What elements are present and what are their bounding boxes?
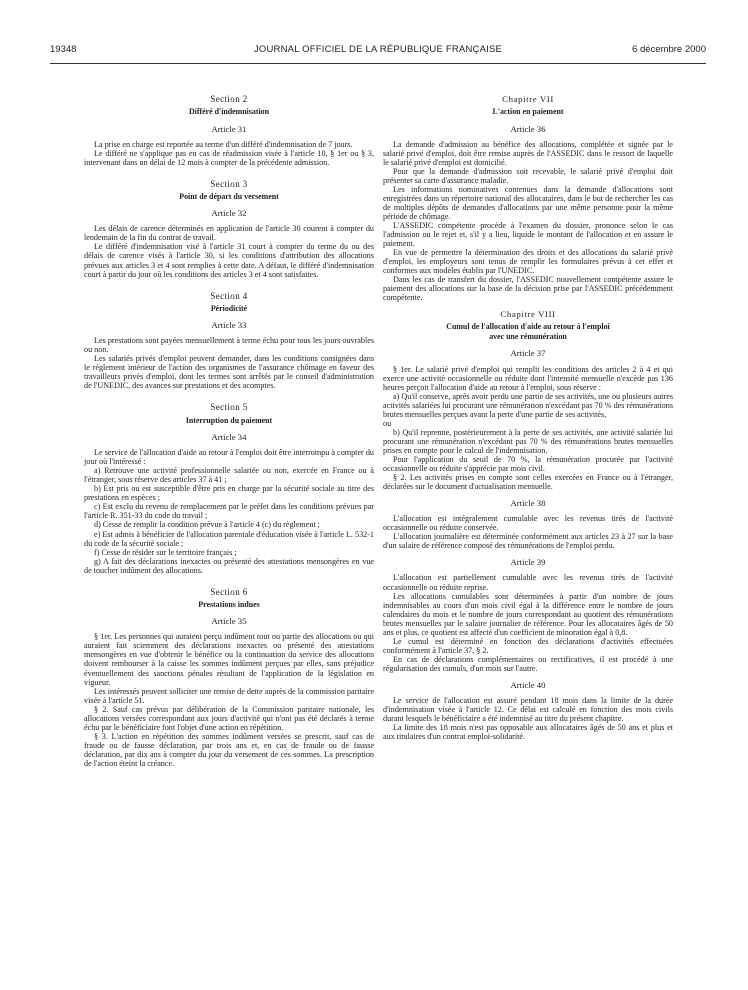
- section-heading: Section 6: [210, 586, 248, 597]
- paragraph: La demande d'admission au bénéfice des allocations, complétée et signée par le salarié privé d'emploi, doit être remise auprès de l'ASSEDIC dans le ressort de laquelle le salarié privé d'emploi est domicilié.: [383, 139, 673, 167]
- page-number: 19348: [50, 44, 77, 55]
- paragraph: L'allocation est intégralement cumulable avec les revenus tirés de l'activité occasionnelle ou réduite conservée.: [383, 514, 673, 533]
- paragraph: L'allocation est partiellement cumulable avec les revenus tirés de l'activité occasionnelle ou réduite reprise.: [383, 573, 673, 592]
- list-item: a) Qu'il conserve, après avoir perdu une partie de ses activités, une ou plusieurs autres activités salariées lui procurant une rémunération n'excédant pas 70 % des rémunérations brutes mensuelles perçues avant la perte d'une partie de ses activités,: [383, 391, 673, 419]
- paragraph: § 3. L'action en répétition des sommes indûment versées se prescrit, sauf cas de fraude ou de fausse déclaration, par trois ans et, en cas de fraude ou de fausse déclaration, par dix ans à compter du jour du versement de ces sommes. La prescription de l'action éteint la créance.: [84, 731, 374, 768]
- paragraph: Dans les cas de transfert du dossier, l'ASSEDIC nouvellement compétente assure le paiement des allocations sur la base de la décision prise par l'ASSEDIC précédemment compétente.: [383, 275, 673, 303]
- paragraph: § 2. Sauf cas prévus par délibération de la Commission paritaire nationale, les allocations versées correspondant aux jours d'activité qui n'ont pas été déclarés à terme échu par le bénéficiaire font l'objet d'une action en répétition.: [84, 704, 374, 732]
- paragraph: § 2. Les activités prises en compte sont celles exercées en France ou à l'étranger, déclarées sur le document d'actualisation mensuelle.: [383, 473, 673, 492]
- section-title: Périodicité: [210, 303, 248, 313]
- chapter-title: L'action en paiement: [492, 107, 564, 117]
- article-heading: Article 35: [211, 616, 247, 627]
- section-heading: Section 5: [210, 402, 248, 413]
- section-heading: Section 2: [210, 94, 248, 104]
- article-heading: Article 37: [510, 348, 546, 359]
- paragraph: Les intéressés peuvent solliciter une remise de dette auprès de la commission paritaire visée à l'article 51.: [84, 686, 374, 705]
- paragraph: En cas de déclarations complémentaires ou rectificatives, il est procédé à une régularisation des cumuls, d'un mois sur l'autre.: [383, 654, 673, 673]
- list-item: c) Est exclu du revenu de remplacement par le préfet dans les conditions prévues par l'article R. 351-33 du code du travail ;: [84, 502, 374, 521]
- page-header: [50, 44, 706, 58]
- list-item: b) Est pris ou est susceptible d'être pris en charge par la sécurité sociale au titre des prestations en espèces ;: [84, 484, 374, 503]
- article-heading: Article 36: [510, 123, 546, 134]
- section-title: Prestations indues: [198, 599, 260, 609]
- article-heading: Article 40: [510, 679, 546, 690]
- article-heading: Article 34: [211, 432, 247, 443]
- list-item: d) Cesse de remplir la condition prévue à l'article 4 (c) du règlement ;: [94, 520, 320, 530]
- list-item: a) Retrouve une activité professionnelle salariée ou non, exercée en France ou à l'étranger, sous réserve des articles 37 à 41 ;: [84, 466, 374, 485]
- paragraph: Le cumul est déterminé en fonction des déclarations d'activités effectuées conformément à l'article 37, § 2.: [383, 636, 673, 655]
- paragraph: Le différé ne s'applique pas en cas de réadmission visée à l'article 10, § 1er ou § 3, intervenant dans un délai de 12 mois à compter de la précédente admission.: [84, 148, 374, 167]
- list-item: g) A fait des déclarations inexactes ou présenté des attestations mensongères en vue de toucher indûment des allocations.: [84, 556, 374, 575]
- list-item: b) Qu'il reprenne, postérieurement à la perte de ses activités, une activité salariée lui procurant une rémunération n'excédant pas 70 % des rémunérations brutes mensuelles prises en compte pour le calcul de l'indemnisation.: [383, 427, 673, 455]
- paragraph: § 1er. Les personnes qui auraient perçu indûment tout ou partie des allocations ou qui auraient fait sciemment des déclarations inexactes ou présenté des attestations mensongères en vue d'obtenir le bénéfice ou la continuation du service des allocations doivent rembourser à la caisse les sommes indûment perçues par elles, sans préjudice éventuellement des sanctions pénales résultant de l'application de la législation en vigueur.: [84, 632, 374, 687]
- paragraph: Les informations nominatives contenues dans la demande d'allocations sont enregistrées dans un répertoire national des allocataires, dans le but de rechercher les cas de multiples dépôts de demandes d'allocations par une même personne pour la même période de chômage.: [383, 184, 673, 221]
- article-heading: Article 38: [510, 498, 546, 509]
- section-heading: Section 4: [210, 290, 248, 301]
- paragraph: Le service de l'allocation d'aide au retour à l'emploi doit être interrompu à compter du jour où l'intéressé :: [84, 448, 374, 467]
- paragraph: La limite des 18 mois n'est pas opposable aux allocataires âgés de 50 ans et plus et aux titulaires d'un contrat emploi-solidarité.: [383, 723, 673, 742]
- article-heading: Article 39: [510, 557, 546, 568]
- left-column: [84, 95, 374, 768]
- paragraph: La prise en charge est reportée au terme d'un différé d'indemnisation de 7 jours.: [94, 139, 353, 149]
- chapter-heading: Chapitre VIII: [500, 309, 556, 320]
- journal-title: JOURNAL OFFICIEL DE LA RÉPUBLIQUE FRANÇAISE: [253, 44, 503, 55]
- paragraph: Pour que la demande d'admission soit recevable, le salarié privé d'emploi doit présenter sa carte d'assurance maladie.: [383, 166, 673, 185]
- article-heading: Article 33: [211, 320, 247, 331]
- paragraph: Les prestations sont payées mensuellement à terme échu pour tous les jours ouvrables ou non.: [84, 336, 374, 355]
- article-heading: Article 31: [211, 123, 247, 134]
- chapter-title-continued: avec une rémunération: [489, 331, 567, 341]
- section-heading: Section 3: [210, 178, 248, 189]
- paragraph: Les allocations cumulables sont déterminées à partir d'un nombre de jours indemnisables au cours d'un mois civil égal à la différence entre le nombre de jours calendaires du mois et le nombre de jours correspondant au quotient des rémunérations brutes mensuelles par le salaire journalier de référence. Pour les allocataires âgés de 50 ans et plus, ce quotient est affecté d'un coefficient de minoration égal à 0,8.: [383, 591, 673, 637]
- paragraph: Le service de l'allocation est assuré pendant 18 mois dans la limite de la durée d'indemnisation visée à l'article 12. Ce délai est calculé en fonction des mois civils durant lesquels le bénéficiaire a été indemnisé au titre du présent chapitre.: [383, 696, 673, 724]
- section-title: Différé d'indemnisation: [188, 107, 269, 117]
- publication-date: 6 décembre 2000: [632, 44, 706, 55]
- article-heading: Article 32: [211, 208, 247, 219]
- paragraph: En vue de permettre la détermination des droits et des allocations du salarié privé d'emploi, les employeurs sont tenus de remplir les formulaires prévus à cet effet et conformes aux modèles établis par l'UNEDIC.: [383, 248, 673, 276]
- paragraph: ou: [383, 418, 392, 428]
- paragraph: Pour l'application du seuil de 70 %, la rémunération procurée par l'activité occasionnelle ou réduite s'apprécie par mois civil.: [383, 455, 673, 474]
- section-title: Interruption du paiement: [185, 415, 273, 425]
- paragraph: Les délais de carence déterminés en application de l'article 30 courent à compter du lendemain de la fin du contrat de travail.: [84, 224, 374, 243]
- paragraph: Les salariés privés d'emploi peuvent demander, dans les conditions consignées dans le règlement intérieur de l'action des organismes de l'assurance chômage en faveur des travailleurs privés d'emploi, dont les termes sont arrêtés par le conseil d'administration de l'UNEDIC, des avances sur prestations et des acomptes.: [84, 354, 374, 391]
- paragraph: Le différé d'indemnisation visé à l'article 31 court à compter du terme du ou des délais de carence visés à l'article 30, si les conditions d'attribution des allocations prévues aux articles 3 et 4 sont remplies à cette date. A défaut, le différé d'indemnisation court à partir du jour où les conditions des articles 3 et 4 sont satisfaites.: [84, 242, 374, 279]
- paragraph: L'ASSEDIC compétente procède à l'examen du dossier, prononce selon le cas l'admission ou le rejet et, s'il y a lieu, liquide le montant de l'allocation et en assure le paiement.: [383, 221, 673, 249]
- right-column: [383, 95, 673, 741]
- chapter-heading: Chapitre VII: [502, 94, 554, 104]
- section-title: Point de départ du versement: [179, 191, 279, 201]
- chapter-title: Cumul de l'allocation d'aide au retour à l'emploi: [446, 322, 610, 332]
- paragraph: L'allocation journalière est déterminée conformément aux articles 23 à 27 sur la base d'un salaire de référence composé des rémunérations de l'emploi perdu.: [383, 532, 673, 551]
- paragraph: § 1er. Le salarié privé d'emploi qui remplit les conditions des articles 2 à 4 et qui exerce une activité occasionnelle ou réduite dont l'intensité mensuelle n'excède pas 136 heures perçoit l'allocation d'aide au retour à l'emploi, sous réserve :: [383, 364, 673, 392]
- header-rule: [50, 63, 706, 64]
- list-item: e) Est admis à bénéficier de l'allocation parentale d'éducation visée à l'article L. 532-1 du code de la sécurité sociale ;: [84, 529, 374, 548]
- list-item: f) Cesse de résider sur le territoire français ;: [94, 547, 237, 557]
